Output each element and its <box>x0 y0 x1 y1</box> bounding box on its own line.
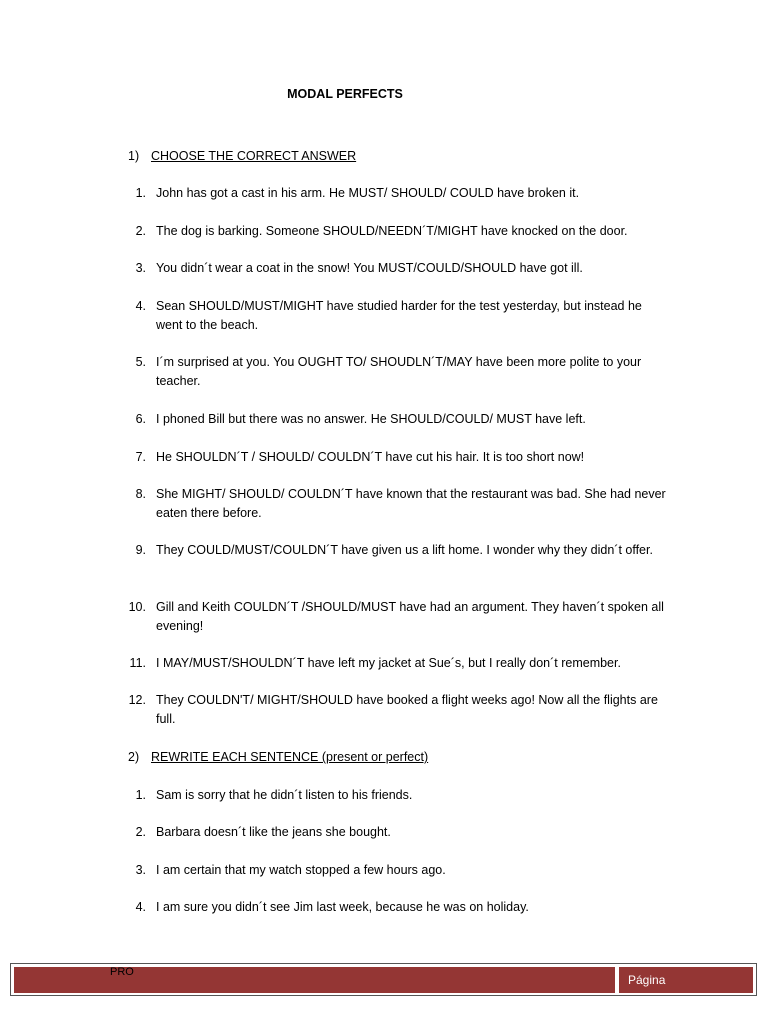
list-item <box>128 898 668 917</box>
list-item <box>128 222 668 241</box>
item-number: 2. <box>135 825 146 839</box>
item-number: 4. <box>135 900 146 914</box>
page-title: MODAL PERFECTS <box>287 87 403 101</box>
item-text: Sean SHOULD/MUST/MIGHT have studied harder for the test yesterday, but instead he went to the beach. <box>156 299 642 332</box>
section-1-title: CHOOSE THE CORRECT ANSWER <box>151 149 357 163</box>
list-item <box>128 448 668 467</box>
list-item <box>128 786 668 805</box>
list-item <box>128 184 668 203</box>
item-number: 8. <box>135 487 146 501</box>
list-item <box>128 353 668 391</box>
item-text: You didn´t wear a coat in the snow! You MUST/COULD/SHOULD have got ill. <box>156 261 583 275</box>
item-text: Barbara doesn´t like the jeans she bought. <box>156 825 391 839</box>
list-item <box>128 654 668 673</box>
list-item <box>128 485 668 523</box>
footer-left-bar <box>14 967 615 993</box>
item-text: I MAY/MUST/SHOULDN´T have left my jacket at Sue´s, but I really don´t remember. <box>156 656 621 670</box>
item-text: Sam is sorry that he didn´t listen to his friends. <box>156 788 413 802</box>
section-1-number: 1) <box>128 149 140 163</box>
list-item <box>128 541 668 560</box>
list-item <box>128 410 668 429</box>
item-number: 1. <box>135 186 146 200</box>
item-number: 4. <box>135 299 146 313</box>
item-number: 11. <box>129 656 146 670</box>
item-text: Gill and Keith COULDN´T /SHOULD/MUST have had an argument. They haven´t spoken all evening! <box>156 600 664 633</box>
item-text: I am certain that my watch stopped a few hours ago. <box>156 863 446 877</box>
item-number: 6. <box>135 412 146 426</box>
item-number: 1. <box>135 788 146 802</box>
footer-page-label: Página <box>628 973 666 987</box>
item-text: They COULD/MUST/COULDN´T have given us a lift home. I wonder why they didn´t offer. <box>156 543 653 557</box>
item-number: 7. <box>135 450 146 464</box>
item-text: I´m surprised at you. You OUGHT TO/ SHOUDLN´T/MAY have been more polite to your teacher. <box>156 355 642 388</box>
item-text: He SHOULDN´T / SHOULD/ COULDN´T have cut his hair. It is too short now! <box>156 450 585 464</box>
list-item <box>128 598 668 636</box>
list-item <box>128 861 668 880</box>
item-text: John has got a cast in his arm. He MUST/ SHOULD/ COULD have broken it. <box>156 186 580 200</box>
list-item <box>128 259 668 278</box>
item-text: She MIGHT/ SHOULD/ COULDN´T have known that the restaurant was bad. She had never eaten there before. <box>156 487 666 520</box>
item-number: 2. <box>135 224 146 238</box>
item-text: They COULDN'T/ MIGHT/SHOULD have booked a flight weeks ago! Now all the flights are full. <box>156 693 658 726</box>
section-1-heading <box>128 149 356 163</box>
item-number: 10. <box>128 600 146 614</box>
item-number: 12. <box>128 693 146 707</box>
list-item <box>128 297 668 335</box>
section-2-title: REWRITE EACH SENTENCE (present or perfect) <box>151 750 429 764</box>
list-item <box>128 691 668 729</box>
footer-label: PRO <box>110 966 134 978</box>
item-text: The dog is barking. Someone SHOULD/NEEDN´T/MIGHT have knocked on the door. <box>156 224 628 238</box>
item-number: 3. <box>135 863 146 877</box>
item-text: I phoned Bill but there was no answer. He SHOULD/COULD/ MUST have left. <box>156 412 586 426</box>
item-number: 3. <box>135 261 146 275</box>
section-2-number: 2) <box>128 750 140 764</box>
item-number: 9. <box>135 543 146 557</box>
section-2-heading <box>128 750 428 764</box>
list-item <box>128 823 668 842</box>
item-number: 5. <box>135 355 146 369</box>
item-text: I am sure you didn´t see Jim last week, because he was on holiday. <box>156 900 529 914</box>
